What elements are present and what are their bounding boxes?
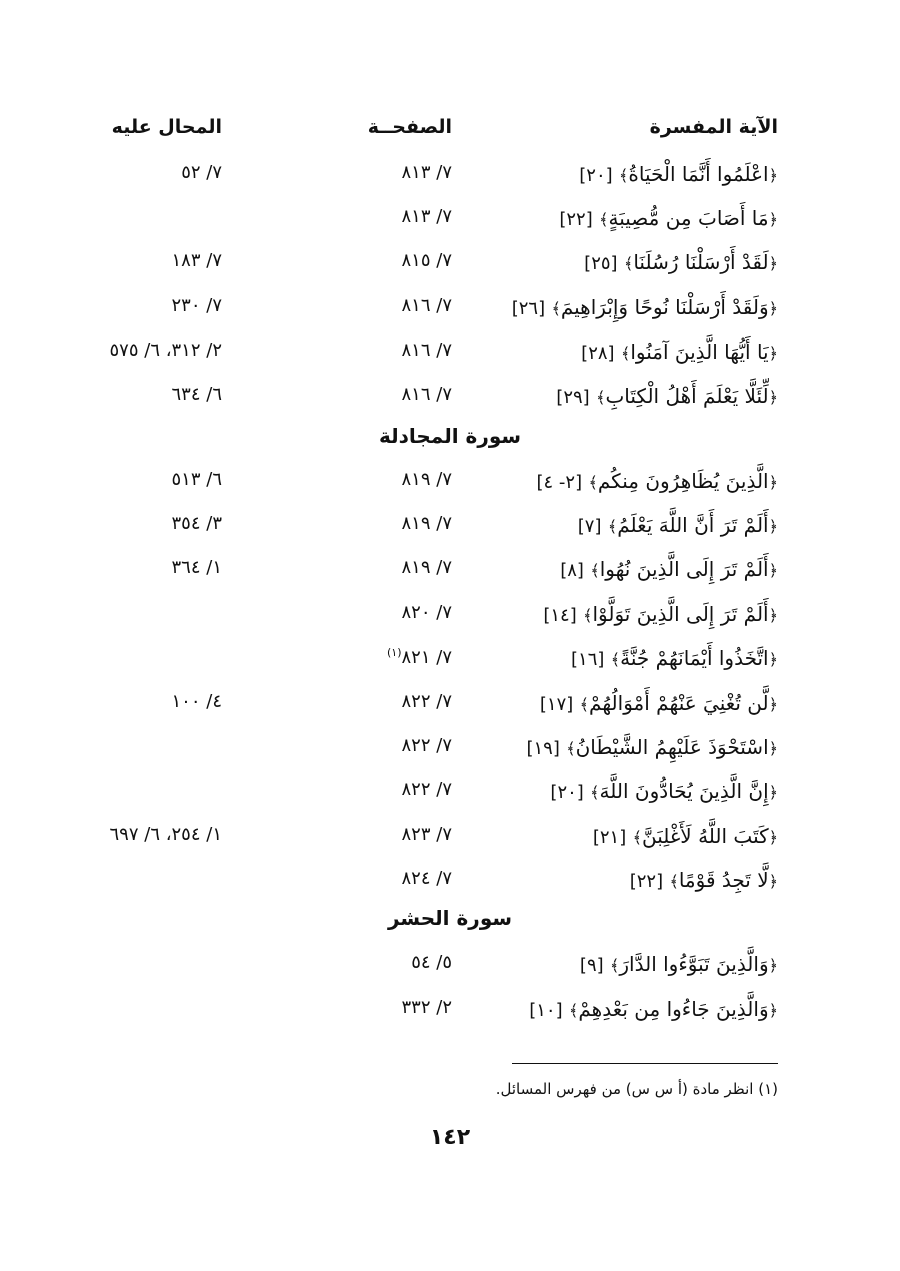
ornament-open-icon: ﴿ xyxy=(768,210,778,229)
page-ref xyxy=(402,735,452,756)
ornament-close-icon: ﴾ xyxy=(619,166,629,185)
verse-text: كَتَبَ اللَّهُ لَأَغْلِبَنَّ xyxy=(641,824,769,848)
verse-number: [٩] xyxy=(579,955,604,976)
verse-cell xyxy=(579,162,778,186)
verse-text: وَالَّذِينَ تَبَوَّءُوا الدَّارَ xyxy=(619,952,769,976)
ornament-open-icon: ﴿ xyxy=(768,695,778,714)
ornament-open-icon: ﴿ xyxy=(768,299,778,318)
verse-number: [١٦] xyxy=(571,649,605,670)
verse-number: [٢٢] xyxy=(559,209,593,230)
verse-text: لَقَدْ أَرْسَلْنَا رُسُلَنَا xyxy=(633,250,769,274)
index-row xyxy=(0,773,900,813)
verse-text: اسْتَحْوَذَ عَلَيْهِمُ الشَّيْطَانُ xyxy=(575,735,769,759)
verse-number: [٢٢] xyxy=(629,871,664,892)
ornament-close-icon: ﴾ xyxy=(551,299,561,318)
page-ref xyxy=(402,997,452,1018)
index-row xyxy=(0,862,900,902)
verse-number: [٢٠] xyxy=(579,165,613,186)
footnote: (١) انظر مادة (أ س س) من فهرس المسائل. xyxy=(495,1080,778,1098)
ornament-open-icon: ﴿ xyxy=(768,828,778,847)
index-row xyxy=(0,507,900,547)
referred-ref: ٧/ ١٨٣ xyxy=(171,250,222,271)
verse-cell xyxy=(560,557,778,581)
ornament-open-icon: ﴿ xyxy=(768,739,778,758)
index-row xyxy=(0,200,900,240)
page-ref-text: ٢/ ٣٣٢ xyxy=(401,997,452,1018)
verse-text: وَالَّذِينَ جَاءُوا مِن بَعْدِهِمْ xyxy=(578,997,769,1021)
verse-cell xyxy=(540,691,778,715)
verse-number: [٢- ٤] xyxy=(536,472,583,493)
page-ref xyxy=(402,779,452,800)
verse-cell xyxy=(571,646,778,670)
ornament-close-icon: ﴾ xyxy=(590,783,600,802)
ornament-open-icon: ﴿ xyxy=(768,872,778,891)
verse-cell xyxy=(526,735,778,759)
verse-cell xyxy=(543,602,778,626)
index-row xyxy=(0,818,900,858)
page-ref-text: ٧/ ٨٢٠ xyxy=(401,602,452,623)
page-ref xyxy=(402,513,452,534)
page-ref-text: ٧/ ٨١٩ xyxy=(401,513,452,534)
verse-text: لَّن تُغْنِيَ عَنْهُمْ أَمْوَالُهُمْ xyxy=(589,691,769,715)
page-ref xyxy=(402,250,452,271)
index-row xyxy=(0,551,900,591)
ornament-close-icon: ﴾ xyxy=(579,695,590,714)
verse-number: [١٠] xyxy=(529,1000,563,1021)
page-ref-text: ٧/ ٨١٩ xyxy=(401,469,452,490)
page-ref-text: ٧/ ٨١٣ xyxy=(401,206,452,227)
index-row xyxy=(0,463,900,503)
ornament-open-icon: ﴿ xyxy=(768,344,778,363)
verse-text: اتَّخَذُوا أَيْمَانَهُمْ جُنَّةً xyxy=(620,646,769,670)
ornament-open-icon: ﴿ xyxy=(768,166,778,185)
index-row xyxy=(0,640,900,680)
ornament-open-icon: ﴿ xyxy=(768,1001,778,1020)
verse-text: لِّئَلَّا يَعْلَمَ أَهْلُ الْكِتَابِ xyxy=(605,384,769,408)
referred-ref: ٣/ ٣٥٤ xyxy=(171,513,222,534)
ornament-close-icon: ﴾ xyxy=(596,388,606,407)
ornament-open-icon: ﴿ xyxy=(768,650,778,669)
verse-text: وَلَقَدْ أَرْسَلْنَا نُوحًا وَإِبْرَاهِيمَ xyxy=(560,295,769,319)
surah-title: سورة المجادلة xyxy=(378,424,522,448)
verse-cell xyxy=(556,384,778,408)
index-row xyxy=(0,729,900,769)
index-row xyxy=(0,334,900,374)
page-ref xyxy=(387,646,452,668)
referred-ref: ٧/ ٢٣٠ xyxy=(171,295,222,316)
index-row xyxy=(0,596,900,636)
header-referred: المحال عليه xyxy=(111,116,222,138)
verse-cell xyxy=(550,779,778,803)
verse-cell xyxy=(580,952,778,976)
verse-cell xyxy=(537,469,779,493)
page-ref-text: ٧/ ٨١٥ xyxy=(401,250,452,271)
referred-ref: ٤/ ١٠٠ xyxy=(171,691,222,712)
verse-number: [١٧] xyxy=(539,694,574,715)
verse-cell xyxy=(593,824,778,848)
page-ref xyxy=(402,691,452,712)
verse-number: [٧] xyxy=(577,516,602,537)
verse-number: [٢١] xyxy=(592,827,627,848)
verse-cell xyxy=(581,340,778,364)
verse-text: أَلَمْ تَرَ إِلَى الَّذِينَ نُهُوا xyxy=(599,557,769,581)
referred-ref: ١/ ٣٦٤ xyxy=(171,557,222,578)
page-ref xyxy=(402,295,452,316)
page-ref-text: ٧/ ٨١٦ xyxy=(401,295,452,316)
ornament-open-icon: ﴿ xyxy=(768,254,778,273)
ornament-close-icon: ﴾ xyxy=(669,872,679,891)
ornament-close-icon: ﴾ xyxy=(623,254,634,273)
ornament-open-icon: ﴿ xyxy=(768,517,778,536)
index-row xyxy=(0,378,900,418)
verse-number: [١٤] xyxy=(543,605,577,626)
page-ref xyxy=(411,952,452,973)
ornament-open-icon: ﴿ xyxy=(768,783,778,802)
verse-cell xyxy=(578,513,778,537)
verse-text: إِنَّ الَّذِينَ يُحَادُّونَ اللَّهَ xyxy=(599,779,769,803)
index-row xyxy=(0,244,900,284)
referred-ref: ٦/ ٥١٣ xyxy=(171,469,222,490)
verse-cell xyxy=(630,868,778,892)
index-row xyxy=(0,946,900,986)
page-ref-text: ٧/ ٨٢٢ xyxy=(401,779,452,800)
verse-text: يَا أَيُّهَا الَّذِينَ آمَنُوا xyxy=(630,340,769,364)
page-ref-text: ٧/ ٨١٦ xyxy=(401,384,452,405)
page-ref xyxy=(402,384,452,405)
verse-text: لَّا تَجِدُ قَوْمًا xyxy=(678,868,769,892)
page-ref-text: ٧/ ٨٢١ xyxy=(401,647,452,668)
page-ref xyxy=(402,868,452,889)
ornament-open-icon: ﴿ xyxy=(768,473,778,492)
verse-number: [٨] xyxy=(560,560,584,581)
ornament-close-icon: ﴾ xyxy=(566,739,576,758)
referred-ref: ٧/ ٥٢ xyxy=(181,162,222,183)
ornament-open-icon: ﴿ xyxy=(768,561,778,580)
verse-number: [١٩] xyxy=(526,738,560,759)
ornament-close-icon: ﴾ xyxy=(599,210,609,229)
page-ref xyxy=(402,469,452,490)
page-ref xyxy=(402,602,452,623)
page-ref xyxy=(402,824,452,845)
verse-cell xyxy=(529,997,778,1021)
page-ref-text: ٥/ ٥٤ xyxy=(411,952,452,973)
page-ref-text: ٧/ ٨١٣ xyxy=(401,162,452,183)
page-ref xyxy=(402,557,452,578)
verse-text: الَّذِينَ يُظَاهِرُونَ مِنكُم xyxy=(597,469,769,493)
page-ref xyxy=(402,162,452,183)
page-ref xyxy=(402,206,452,227)
verse-text: مَا أَصَابَ مِن مُّصِيبَةٍ xyxy=(608,206,769,230)
verse-cell xyxy=(584,250,778,274)
index-row xyxy=(0,289,900,329)
verse-number: [٢٨] xyxy=(581,343,615,364)
header-page: الصفحــة xyxy=(367,116,452,138)
verse-number: [٢٦] xyxy=(511,298,546,319)
ornament-close-icon: ﴾ xyxy=(588,473,598,492)
verse-cell xyxy=(512,295,778,319)
verse-text: أَلَمْ تَرَ أَنَّ اللَّهَ يَعْلَمُ xyxy=(617,513,769,537)
footnote-marker: (١) xyxy=(387,646,402,659)
header-verse: الآية المفسرة xyxy=(649,116,778,138)
page-number: ١٤٢ xyxy=(429,1125,471,1150)
page-ref-text: ٧/ ٨٢٢ xyxy=(401,691,452,712)
referred-ref: ٢/ ٣١٢، ٦/ ٥٧٥ xyxy=(109,340,222,361)
ornament-close-icon: ﴾ xyxy=(610,956,620,975)
index-row xyxy=(0,156,900,196)
ornament-close-icon: ﴾ xyxy=(610,650,621,669)
ornament-close-icon: ﴾ xyxy=(590,561,600,580)
verse-number: [٢٠] xyxy=(550,782,584,803)
referred-ref: ١/ ٢٥٤، ٦/ ٦٩٧ xyxy=(109,824,222,845)
ornament-open-icon: ﴿ xyxy=(768,606,778,625)
ornament-close-icon: ﴾ xyxy=(632,828,642,847)
page-ref xyxy=(402,340,452,361)
page-ref-text: ٧/ ٨١٦ xyxy=(401,340,452,361)
footnote-divider xyxy=(512,1063,778,1064)
page-ref-text: ٧/ ٨١٩ xyxy=(401,557,452,578)
page-ref-text: ٧/ ٨٢٣ xyxy=(401,824,452,845)
page-ref-text: ٧/ ٨٢٤ xyxy=(401,868,452,889)
verse-number: [٢٥] xyxy=(584,253,618,274)
verse-text: اعْلَمُوا أَنَّمَا الْحَيَاةُ xyxy=(628,162,769,186)
surah-title: سورة الحشر xyxy=(387,906,513,930)
index-row xyxy=(0,991,900,1031)
index-row xyxy=(0,685,900,725)
verse-number: [٢٩] xyxy=(556,387,590,408)
ornament-close-icon: ﴾ xyxy=(583,606,593,625)
page-ref-text: ٧/ ٨٢٢ xyxy=(401,735,452,756)
ornament-close-icon: ﴾ xyxy=(620,344,631,363)
referred-ref: ٦/ ٦٣٤ xyxy=(171,384,222,405)
verse-cell xyxy=(559,206,778,230)
ornament-open-icon: ﴿ xyxy=(768,956,778,975)
ornament-open-icon: ﴿ xyxy=(768,388,778,407)
ornament-close-icon: ﴾ xyxy=(607,517,618,536)
ornament-close-icon: ﴾ xyxy=(568,1001,579,1020)
verse-text: أَلَمْ تَرَ إِلَى الَّذِينَ تَوَلَّوْا xyxy=(592,602,769,626)
